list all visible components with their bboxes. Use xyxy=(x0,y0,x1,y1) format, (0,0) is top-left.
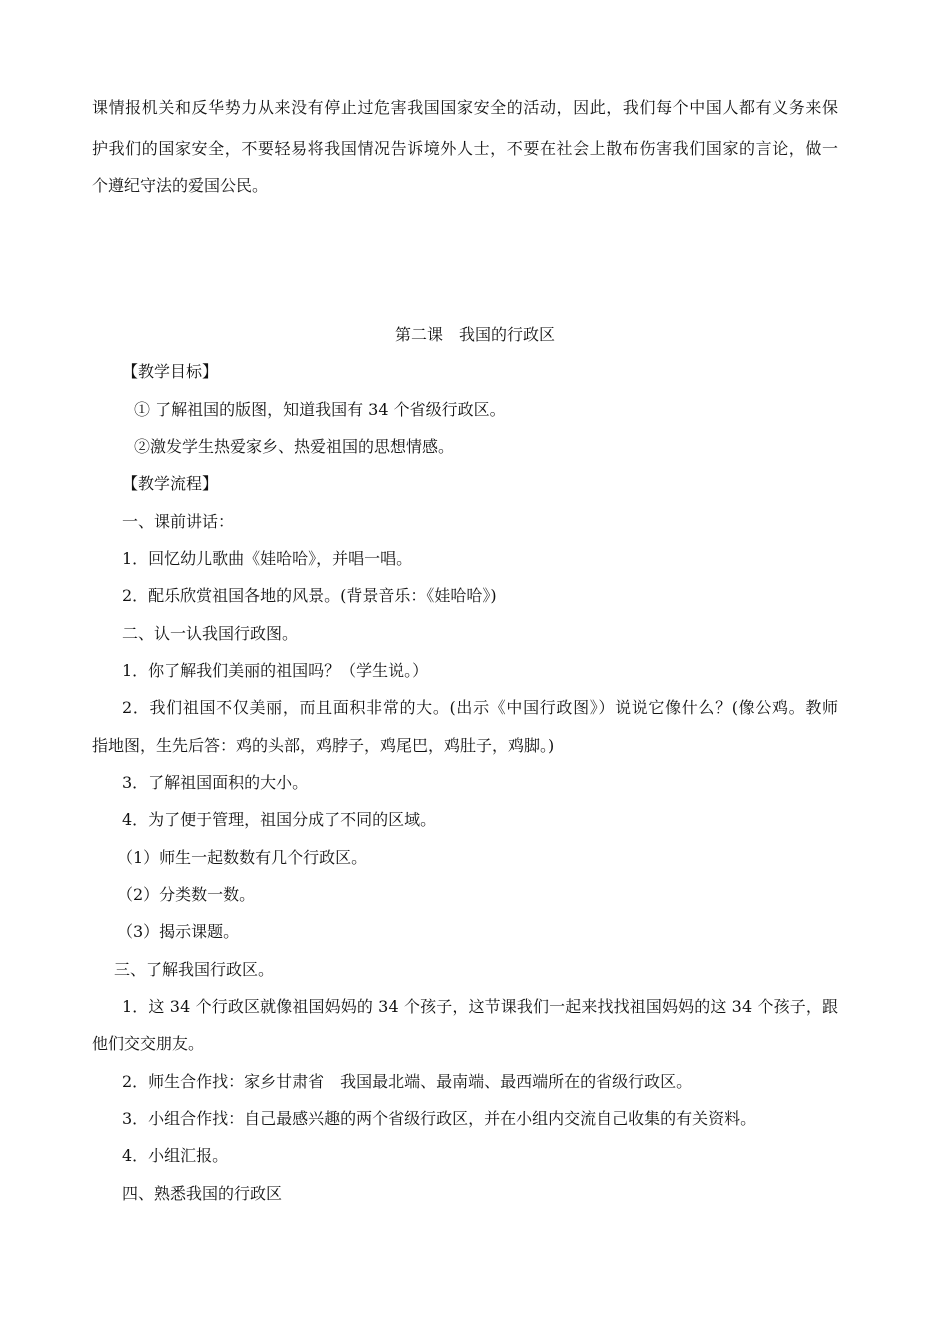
section-2-item-1: 1．你了解我们美丽的祖国吗？（学生说。） xyxy=(122,661,429,680)
section-4-heading: 四、熟悉我国的行政区 xyxy=(122,1184,283,1203)
section-3-item-1-line-2: 他们交交朋友。 xyxy=(92,1034,205,1053)
section-2-item-2-line-2: 指地图，生先后答：鸡的头部，鸡脖子，鸡尾巴，鸡肚子，鸡脚。) xyxy=(92,736,555,755)
section-3-item-4: 4．小组汇报。 xyxy=(122,1146,229,1165)
intro-line-2: 护我们的国家安全，不要轻易将我国情况告诉境外人士，不要在社会上散布伤害我们国家的言论，做一 xyxy=(92,139,839,158)
lesson-title: 第二课 我国的行政区 xyxy=(394,325,555,344)
section-2-sub-2: （2）分类数一数。 xyxy=(117,885,256,904)
goal-1: ① 了解祖国的版图，知道我国有 34 个省级行政区。 xyxy=(134,400,506,419)
section-3-item-2: 2．师生合作找：家乡甘肃省 我国最北端、最南端、最西端所在的省级行政区。 xyxy=(122,1072,693,1091)
goals-heading: 【教学目标】 xyxy=(122,362,219,381)
intro-line-1: 课情报机关和反华势力从来没有停止过危害我国国家安全的活动，因此，我们每个中国人都有义务来保 xyxy=(92,98,839,117)
intro-line-3: 个遵纪守法的爱国公民。 xyxy=(92,176,269,195)
section-2-item-2-line-1: 2．我们祖国不仅美丽，而且面积非常的大。(出示《中国行政图》）说说它像什么？(像公鸡。教师 xyxy=(122,698,839,717)
section-2-sub-3: （3）揭示课题。 xyxy=(117,922,240,941)
section-2-item-3: 3．了解祖国面积的大小。 xyxy=(122,773,309,792)
section-1-item-1: 1．回忆幼儿歌曲《娃哈哈》，并唱一唱。 xyxy=(122,549,413,568)
section-2-item-4: 4．为了便于管理，祖国分成了不同的区域。 xyxy=(122,810,437,829)
section-3-item-3: 3．小组合作找：自己最感兴趣的两个省级行政区，并在小组内交流自己收集的有关资料。 xyxy=(122,1109,757,1128)
section-2-sub-1: （1）师生一起数数有几个行政区。 xyxy=(117,848,368,867)
goal-2: ②激发学生热爱家乡、热爱祖国的思想情感。 xyxy=(134,437,455,456)
section-3-heading: 三、了解我国行政区。 xyxy=(114,960,275,979)
section-3-item-1-line-1: 1．这 34 个行政区就像祖国妈妈的 34 个孩子，这节课我们一起来找找祖国妈妈的这 34 个孩子，跟 xyxy=(122,997,839,1016)
section-2-heading: 二、认一认我国行政图。 xyxy=(122,624,299,643)
section-1-heading: 一、课前讲话： xyxy=(122,512,235,531)
section-1-item-2: 2．配乐欣赏祖国各地的风景。(背景音乐：《娃哈哈》) xyxy=(122,586,497,605)
process-heading: 【教学流程】 xyxy=(122,474,219,493)
